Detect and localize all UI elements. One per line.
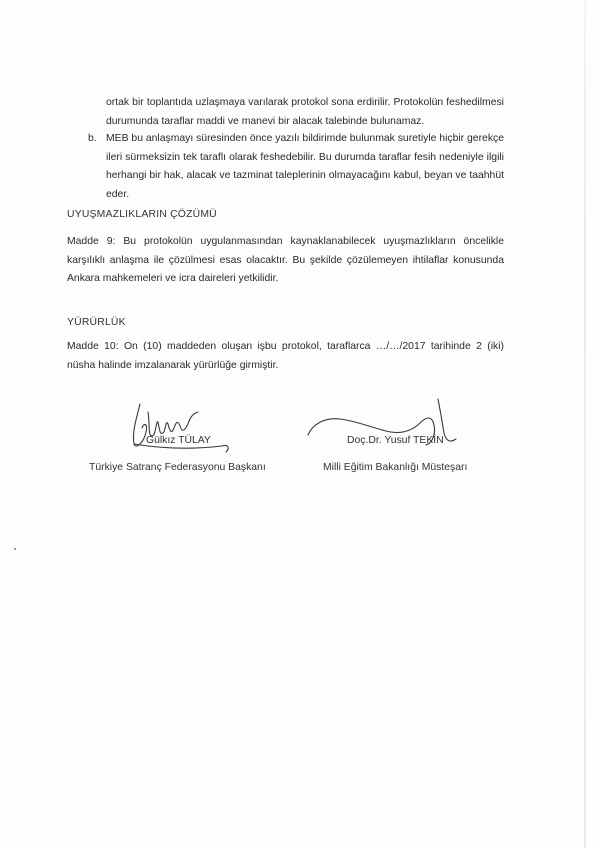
article-10-text: Madde 10: On (10) maddeden oluşan işbu protokol, taraflarca …/…/2017 tarihinde 2 (iki) nüsha halinde imzalanarak yürürlüğe girmiştir. [67, 341, 504, 371]
signatory-left-title: Türkiye Satranç Federasyonu Başkanı [89, 462, 266, 473]
article-9-text: Madde 9: Bu protokolün uygulanmasından kaynaklanabilecek uyuşmazlıkların öncelikle karşılıklı anlaşma ile çözülmesi esas olacaktır. Bu şekilde çözülemeyen ihtilaflar konusunda Ankara mahkemeleri ve icra daireleri yetkilidir. [67, 236, 504, 284]
signature-left [118, 392, 238, 462]
section-heading-dispute-resolution: UYUŞMAZLIKLARIN ÇÖZÜMÜ [67, 209, 217, 220]
scan-speck [14, 548, 16, 550]
signature-right [300, 395, 470, 465]
signatory-left-name: Gülkız TÜLAY [146, 435, 211, 446]
list-item-text: MEB bu anlaşmayı süresinden önce yazılı bildirimde bulunmak suretiyle hiçbir gerekçe ileri sürmeksizin tek taraflı olarak feshedebilir. Bu durumda taraflar fesih nedeniyle ilgili herhangi bir hak, alacak ve tazminat taleplerinin olmayacağını kabul, beyan ve taahhüt eder. [106, 133, 504, 200]
scan-edge-shadow [584, 0, 586, 848]
section-heading-enforcement: YÜRÜRLÜK [67, 317, 126, 328]
signatory-right-title: Milli Eğitim Bakanlığı Müsteşarı [323, 462, 468, 473]
list-item-a-continuation: ortak bir toplantıda uzlaşmaya varılarak protokol sona erdirilir. Protokolün feshedilmesi durumunda taraflar maddi ve manevi bir alacak talebinde bulunamaz. [106, 97, 504, 127]
list-item-letter: b. [88, 133, 97, 144]
signatory-right-name: Doç.Dr. Yusuf TEKİN [347, 435, 444, 446]
